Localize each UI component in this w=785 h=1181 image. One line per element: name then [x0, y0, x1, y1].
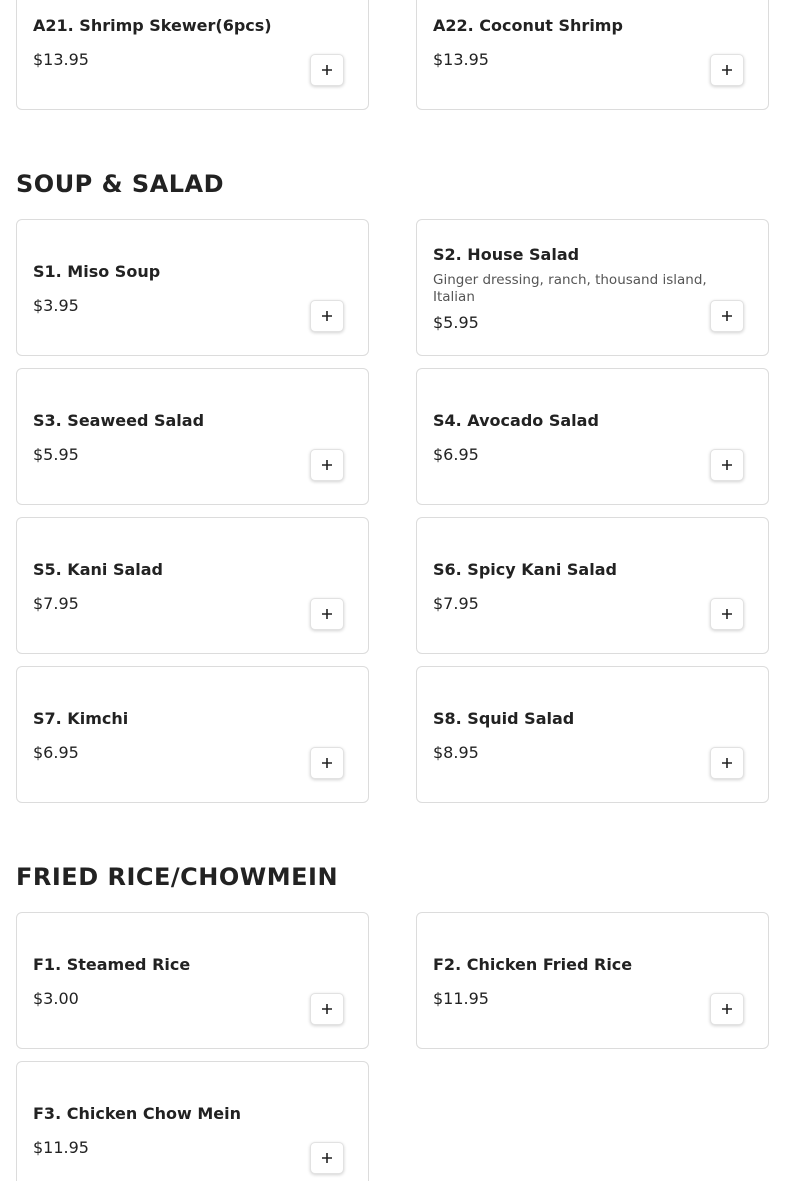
- menu-item-card[interactable]: [416, 517, 769, 654]
- add-item-button[interactable]: [710, 449, 744, 481]
- menu-item-card[interactable]: [16, 219, 369, 356]
- plus-icon: [321, 757, 333, 769]
- plus-icon: [321, 459, 333, 471]
- item-price: $13.95: [33, 50, 89, 69]
- add-item-button[interactable]: [310, 598, 344, 630]
- item-description: Ginger dressing, ranch, thousand island, Italian: [433, 272, 707, 305]
- item-name: S1. Miso Soup: [33, 262, 161, 281]
- item-price: $8.95: [433, 743, 479, 762]
- add-item-button[interactable]: [310, 747, 344, 779]
- menu-item-card[interactable]: [16, 1061, 369, 1181]
- menu-item-card[interactable]: [416, 0, 769, 110]
- item-name: F2. Chicken Fried Rice: [433, 955, 633, 974]
- plus-icon: [721, 757, 733, 769]
- section-title-fried-rice-chowmein: FRIED RICE/CHOWMEIN: [16, 863, 339, 891]
- plus-icon: [321, 64, 333, 76]
- item-price: $3.95: [33, 296, 79, 315]
- plus-icon: [721, 608, 733, 620]
- item-price: $6.95: [433, 445, 479, 464]
- add-item-button[interactable]: [310, 300, 344, 332]
- item-name: F3. Chicken Chow Mein: [33, 1104, 241, 1123]
- add-item-button[interactable]: [310, 1142, 344, 1174]
- item-price: $5.95: [33, 445, 79, 464]
- item-price: $5.95: [433, 313, 479, 332]
- menu-item-card[interactable]: [16, 666, 369, 803]
- add-item-button[interactable]: [310, 449, 344, 481]
- add-item-button[interactable]: [310, 993, 344, 1025]
- item-name: S2. House Salad: [433, 245, 580, 264]
- item-price: $7.95: [33, 594, 79, 613]
- plus-icon: [321, 1152, 333, 1164]
- add-item-button[interactable]: [710, 300, 744, 332]
- menu-item-card[interactable]: [416, 912, 769, 1049]
- plus-icon: [721, 64, 733, 76]
- item-name: S3. Seaweed Salad: [33, 411, 205, 430]
- item-price: $13.95: [433, 50, 489, 69]
- plus-icon: [721, 310, 733, 322]
- add-item-button[interactable]: [310, 54, 344, 86]
- item-price: $6.95: [33, 743, 79, 762]
- item-name: S7. Kimchi: [33, 709, 129, 728]
- section-title-soup-salad: SOUP & SALAD: [16, 170, 225, 198]
- add-item-button[interactable]: [710, 747, 744, 779]
- menu-item-card[interactable]: [16, 368, 369, 505]
- item-name: S4. Avocado Salad: [433, 411, 599, 430]
- plus-icon: [321, 1003, 333, 1015]
- menu-item-card[interactable]: [16, 0, 369, 110]
- menu-item-card[interactable]: [16, 912, 369, 1049]
- menu-item-card[interactable]: [16, 517, 369, 654]
- item-name: S5. Kani Salad: [33, 560, 163, 579]
- menu-item-card[interactable]: [416, 368, 769, 505]
- plus-icon: [321, 310, 333, 322]
- item-name: S8. Squid Salad: [433, 709, 575, 728]
- add-item-button[interactable]: [710, 54, 744, 86]
- menu-item-card[interactable]: [416, 219, 769, 356]
- item-price: $11.95: [33, 1138, 89, 1157]
- item-name: A21. Shrimp Skewer(6pcs): [33, 16, 272, 35]
- item-price: $3.00: [33, 989, 79, 1008]
- add-item-button[interactable]: [710, 993, 744, 1025]
- menu-item-card[interactable]: [416, 666, 769, 803]
- plus-icon: [721, 1003, 733, 1015]
- item-name: A22. Coconut Shrimp: [433, 16, 623, 35]
- item-price: $11.95: [433, 989, 489, 1008]
- add-item-button[interactable]: [710, 598, 744, 630]
- item-name: S6. Spicy Kani Salad: [433, 560, 617, 579]
- plus-icon: [721, 459, 733, 471]
- plus-icon: [321, 608, 333, 620]
- item-price: $7.95: [433, 594, 479, 613]
- item-name: F1. Steamed Rice: [33, 955, 191, 974]
